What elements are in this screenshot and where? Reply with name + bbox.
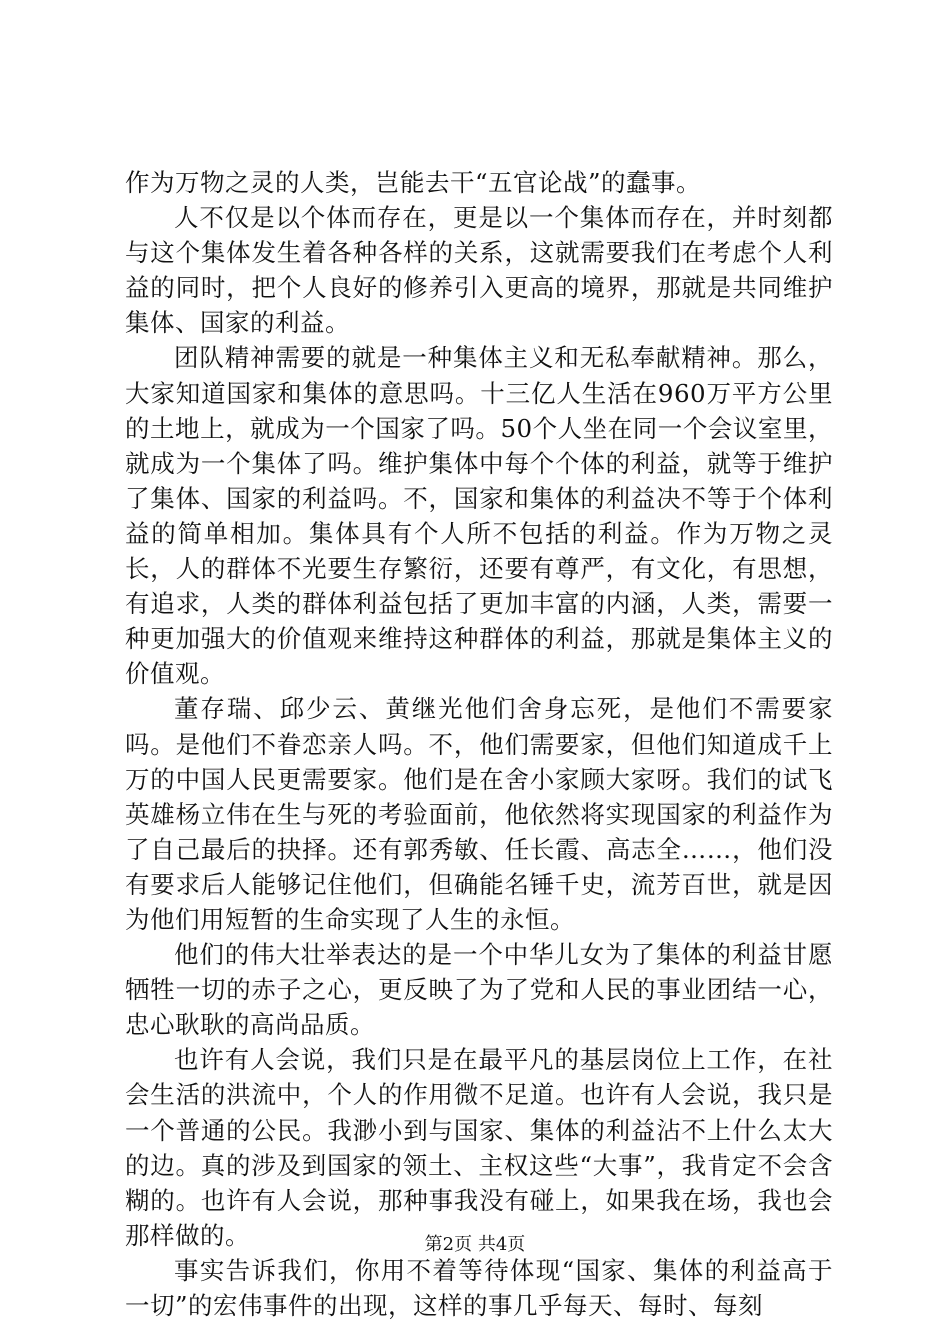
paragraph: 他们的伟大壮举表达的是一个中华儿女为了集体的利益甘愿牺牲一切的赤子之心，更反映了为了党和人民的事业团结一心，忠心耿耿的高尚品质。	[125, 940, 833, 1040]
paragraph: 事实告诉我们，你用不着等待体现“国家、集体的利益高于一切”的宏伟事件的出现，这样的事几乎每天、每时、每刻	[125, 1255, 833, 1320]
paragraph: 团队精神需要的就是一种集体主义和无私奉献精神。那么，大家知道国家和集体的意思吗。十三亿人生活在960万平方公里的土地上，就成为一个国家了吗。50个人坐在同一个会议室里，就成为一个集体了吗。维护集体中每个个体的利益，就等于维护了集体、国家的利益吗。不，国家和集体的利益决不等于个体利益的简单相加。集体具有个人所不包括的利益。作为万物之灵长，人的群体不光要生存繁衍，还要有尊严，有文化，有思想，有追求，人类的群体利益包括了更加丰富的内涵，人类，需要一种更加强大的价值观来维持这种群体的利益，那就是集体主义的价值观。	[125, 343, 833, 689]
paragraph: 董存瑞、邱少云、黄继光他们舍身忘死，是他们不需要家吗。是他们不眷恋亲人吗。不，他们需要家，但他们知道成千上万的中国人民更需要家。他们是在舍小家顾大家呀。我们的试飞英雄杨立伟在生与死的考验面前，他依然将实现国家的利益作为了自己最后的抉择。还有郭秀敏、任长霞、高志全……，他们没有要求后人能够记住他们，但确能名锤千史，流芳百世，就是因为他们用短暂的生命实现了人生的永恒。	[125, 694, 833, 934]
page-number-footer: 第2页 共4页	[424, 1234, 526, 1255]
paragraph: 人不仅是以个体而存在，更是以一个集体而存在，并时刻都与这个集体发生着各种各样的关系，这就需要我们在考虑个人利益的同时，把个人良好的修养引入更高的境界，那就是共同维护集体、国家的利益。	[125, 203, 833, 338]
document-body	[125, 165, 833, 1323]
paragraph-continuation: 作为万物之灵的人类，岂能去干“五官论战”的蠢事。	[125, 168, 702, 197]
paragraph: 也许有人会说，我们只是在最平凡的基层岗位上工作，在社会生活的洪流中，个人的作用微不足道。也许有人会说，我只是一个普通的公民。我渺小到与国家、集体的利益沾不上什么太大的边。真的涉及到国家的领土、主权这些“大事”，我肯定不会含糊的。也许有人会说，那种事我没有碰上，如果我在场，我也会那样做的。	[125, 1045, 833, 1250]
